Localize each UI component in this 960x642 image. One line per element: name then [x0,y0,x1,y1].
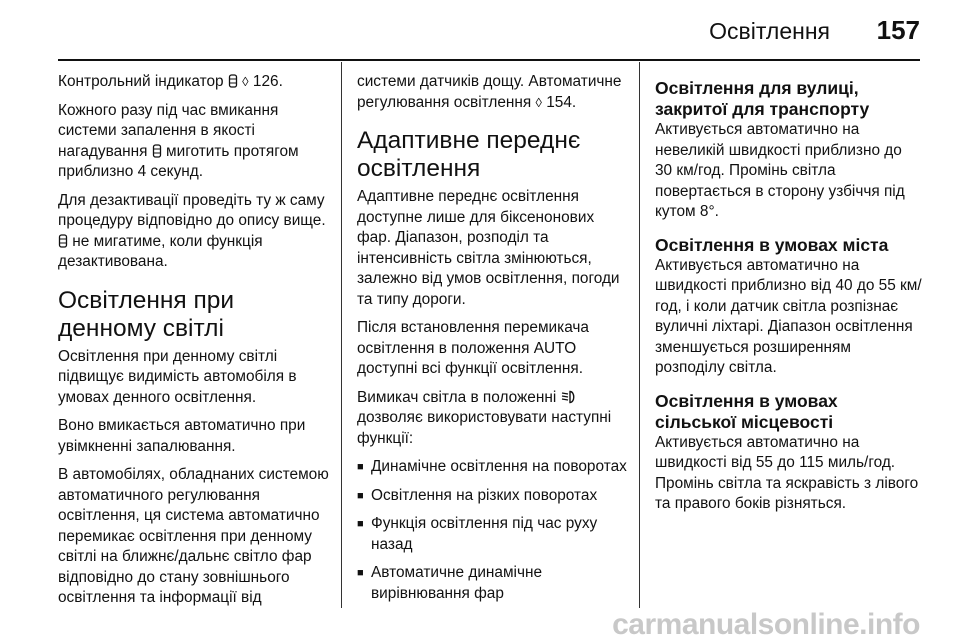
paragraph [58,101,330,183]
list-item-text: Освітлення на різких поворотах [371,486,598,504]
bullet-square-icon: ■ [357,567,364,579]
paragraph [58,191,330,273]
daylight-indicator-icon [228,74,238,88]
bullet-square-icon: ■ [357,489,364,502]
low-beam-headlight-icon [561,390,577,404]
column-1 [58,72,330,617]
paragraph-text: дозволяє використовувати наступні функції: [357,409,612,447]
paragraph-text: системи датчиків дощу. Автоматичне регулювання освітлення [357,73,622,111]
paragraph: Освітлення при денному світлі підвищує видимість автомобіля в умовах денного освітлення. [58,347,297,406]
paragraph-text: Кожного разу під час вмикання системи запалення в якості нагадування [58,101,279,160]
subsection-country [655,391,923,515]
subsection-heading: Освітлення для вулиці, закритої для транспорту [655,78,870,119]
list-item [357,514,629,555]
list-item-text: Функція освітлення під час руху назад [371,515,598,553]
page-header [0,0,960,58]
column-divider-1 [341,62,342,608]
subsection-city [655,235,923,379]
page-ref-arrow-icon: ◊ [535,94,542,110]
daylight-indicator-icon [152,144,162,158]
paragraph [357,388,629,450]
list-item [357,563,629,604]
subsection-heading: Освітлення в умовах міста [655,234,889,255]
paragraph: Адаптивне переднє освітлення доступне лише для біксенонових фар. Діапазон, розподіл та інтенсивність світла змінюються, залежно від умов освітлення, погоди та типу дороги. [357,188,620,308]
column-divider-2 [639,62,640,608]
paragraph [58,72,330,93]
bullet-square-icon: ■ [357,518,364,530]
list-item-text: Динамічне освітлення на поворотах [371,458,627,475]
paragraph-text: не мигатиме, коли функція дезактивована. [58,232,263,270]
list-item [357,457,629,478]
paragraph: Воно вмикається автоматично при увімкненні запалювання. [58,417,306,455]
page-ref-number[interactable]: 154. [546,93,577,111]
paragraph-text: Після встановлення перемикача освітлення в положення [357,319,589,357]
paragraph: В автомобілях, обладнаних системою автоматичного регулювання освітлення, ця система автоматично перемикає освітлення при денному світлі на ближнє/дальнє світло фар відповідно до стану зовнішнього освітлення та інформації від [58,466,329,606]
paragraph-text: Для дезактивації проведіть ту ж саму процедуру відповідно до опису вище. [58,191,326,229]
section-heading-daylight: Освітлення при денному світлі [58,286,235,342]
paragraph [357,72,629,113]
paragraph: Активується автоматично на швидкості приблизно від 40 до 55 км/год, і коли датчик світла розпізнає вуличні ліхтарі. Діапазон освітлення зменшується розширенням розподілу світла. [655,256,922,376]
header-title: Освітлення [709,18,830,44]
list-item-text: Автоматичне динамічне вирівнювання фар [371,564,543,602]
column-2 [357,72,629,612]
paragraph-text: миготить протягом приблизно 4 секунд. [58,142,299,180]
bullet-square-icon: ■ [357,461,364,473]
paragraph-text: Контрольний індикатор [58,73,224,90]
paragraph: Активується автоматично на невеликій швидкості приблизно до 30 км/год. Промінь світла повертається в сторону узбіччя під кутом 8°. [655,121,905,220]
list-item [357,486,629,507]
subsection-closed-street [655,78,923,223]
paragraph: Активується автоматично на швидкості від 55 до 115 миль/год. Промінь світла та яскравість з лівого та правого боків різняться. [655,433,919,512]
daylight-indicator-icon [58,234,68,248]
page-ref-number[interactable]: 126. [252,73,283,90]
subsection-heading: Освітлення в умовах сільської місцевості [655,390,838,432]
column-3 [655,78,923,527]
header-rule [58,59,920,61]
watermark: carmanualsonline.info [612,608,920,641]
paragraph [357,318,629,380]
page-number: 157 [876,15,920,45]
auto-position-label: AUTO [533,339,577,357]
paragraph-text: доступні всі функції освітлення. [357,360,583,377]
paragraph-text: Вимикач світла в положенні [357,388,557,406]
section-heading-adaptive: Адаптивне переднє освітлення [357,127,581,182]
page-ref-arrow-icon: ◊ [242,74,249,89]
